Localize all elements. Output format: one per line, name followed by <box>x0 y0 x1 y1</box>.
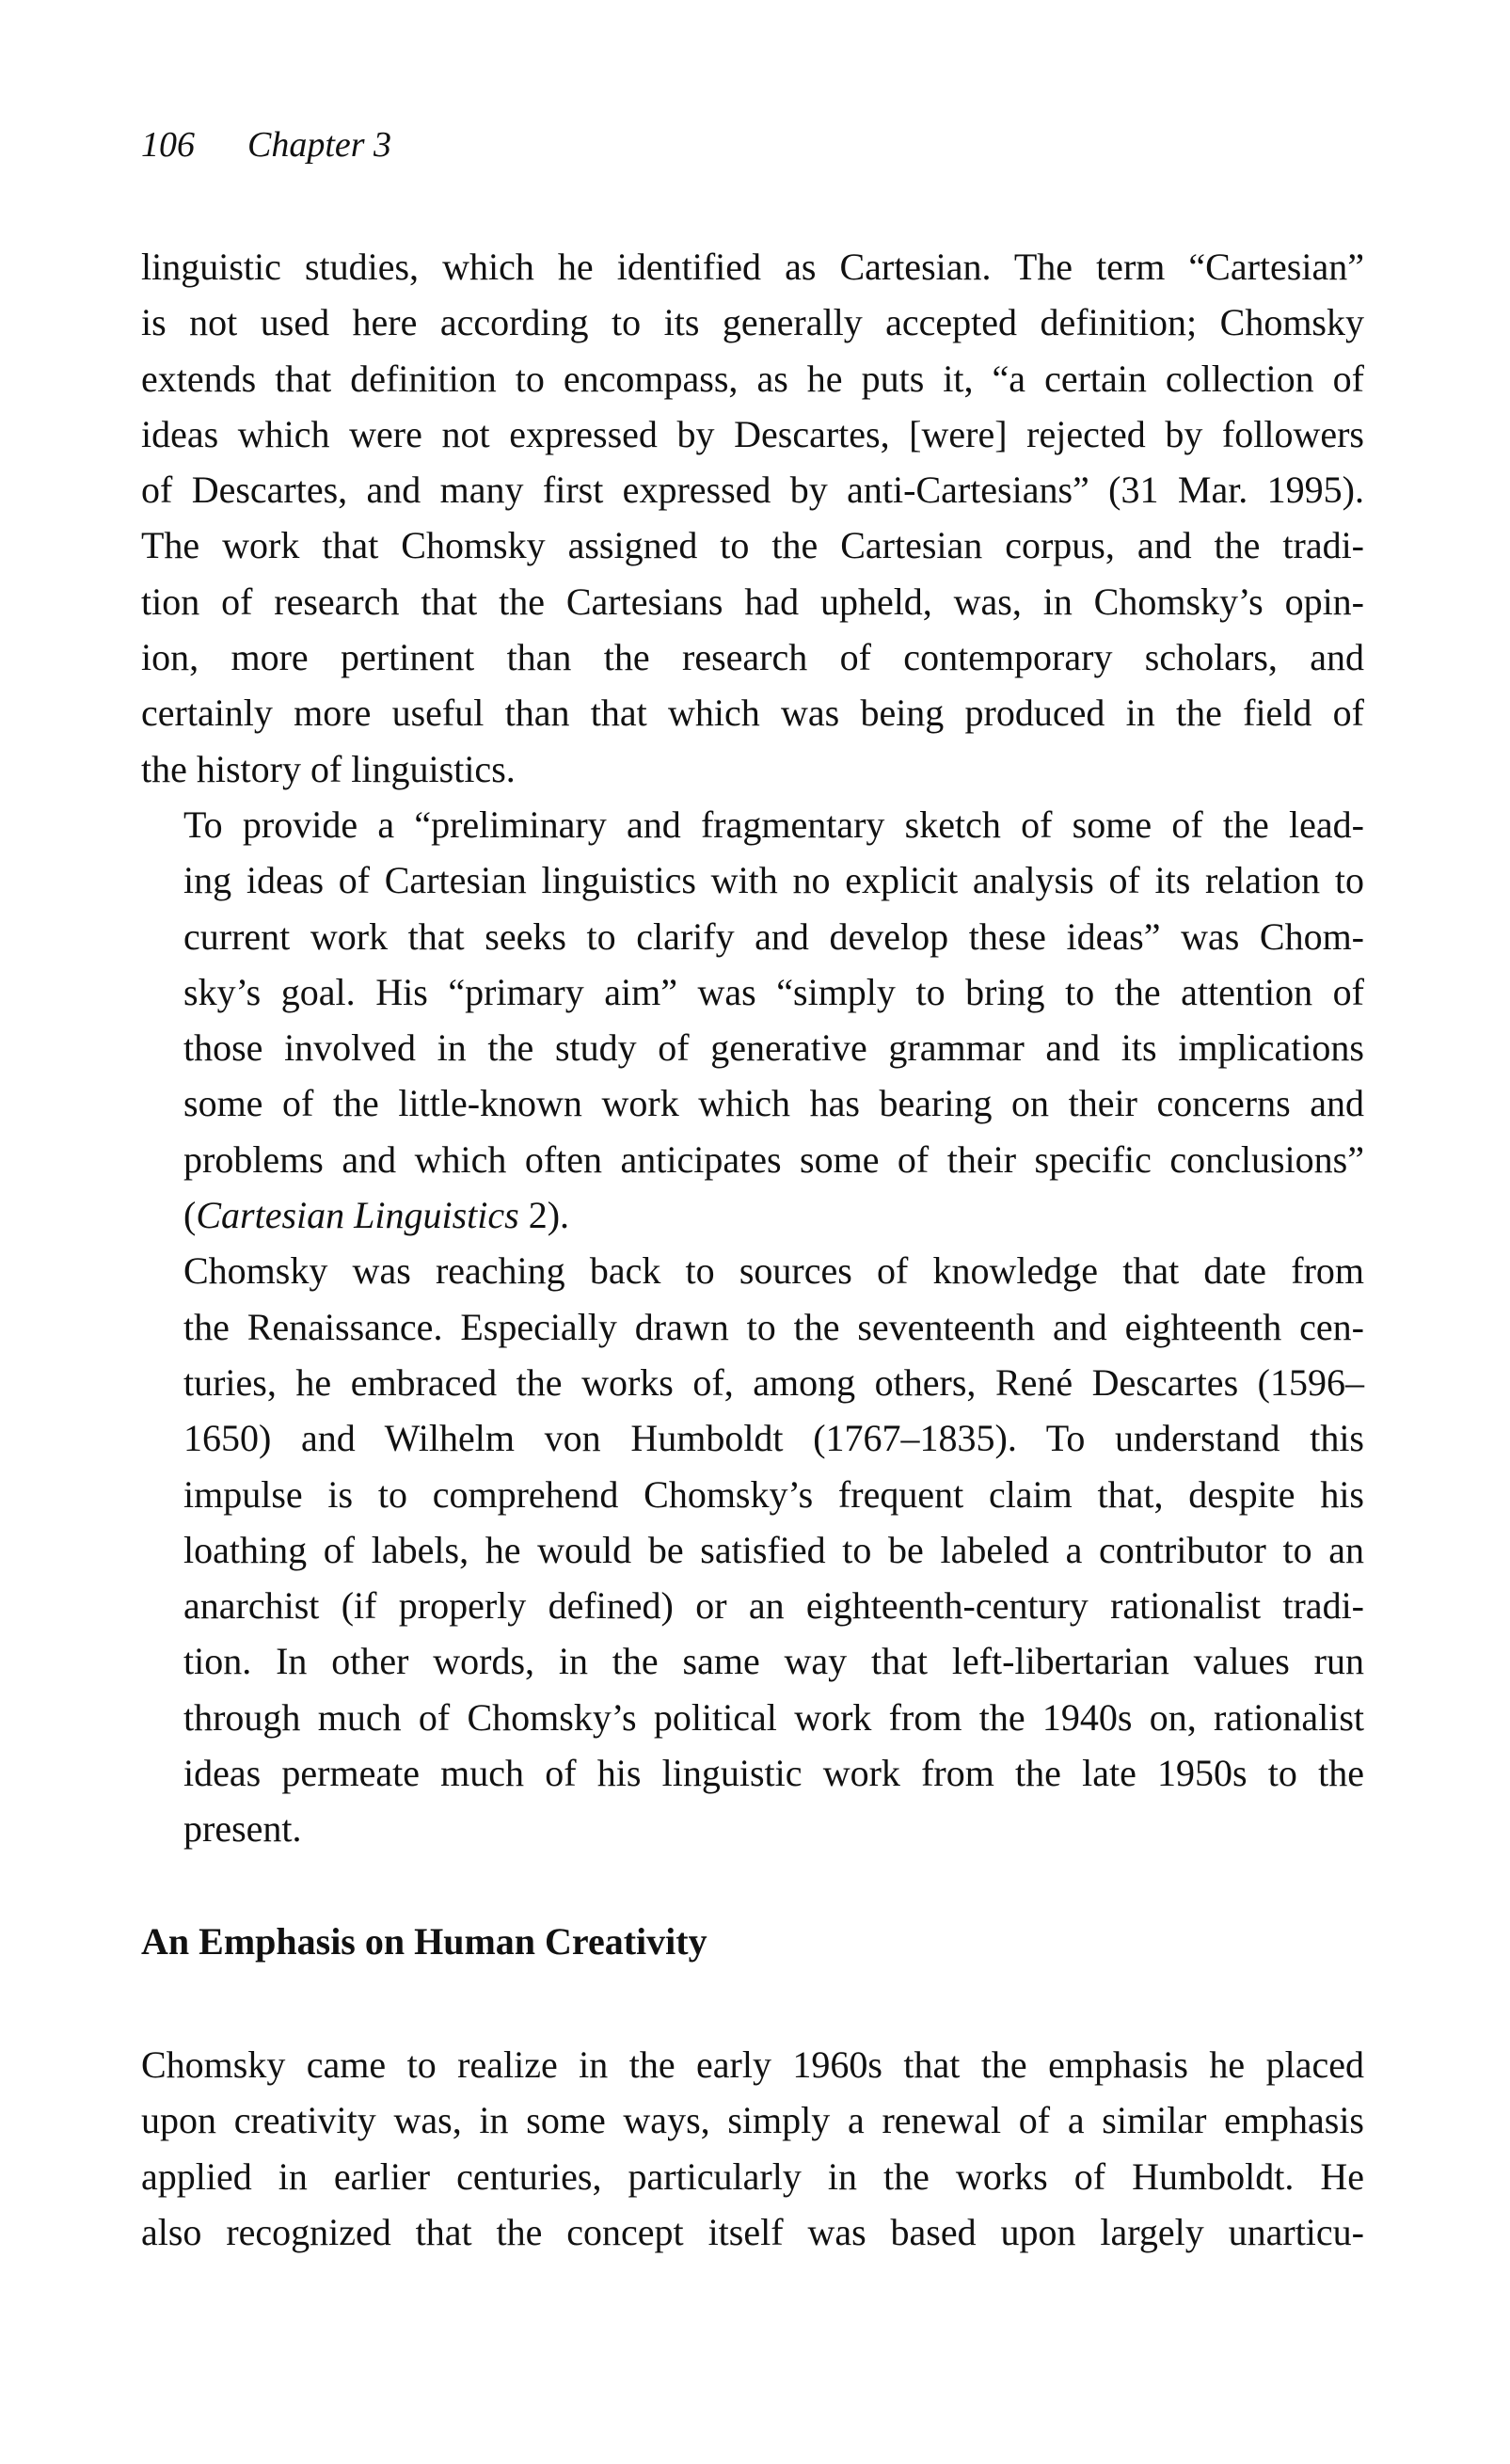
text-line: Chomsky was reaching back to sources of knowledge that date from <box>183 1249 1364 1293</box>
text-line: is not used here according to its generally accepted definition; Chomsky <box>141 301 1364 344</box>
citation-open: ( <box>183 1194 197 1237</box>
text-line: present. <box>183 1807 302 1851</box>
citation-title: Cartesian Linguistics <box>196 1194 519 1237</box>
text-line: certainly more useful than that which was being produced in the field of <box>141 692 1364 735</box>
text-line: applied in earlier centuries, particularly in the works of Humboldt. He <box>141 2154 1364 2198</box>
section-heading: An Emphasis on Human Creativity <box>141 1920 707 1963</box>
text-line: ideas permeate much of his linguistic work from the late 1950s to the <box>183 1752 1364 1795</box>
page-number: 106 <box>141 125 195 165</box>
text-line: tion of research that the Cartesians had upheld, was, in Chomsky’s opin- <box>141 580 1364 623</box>
text-line: the history of linguistics. <box>141 747 516 790</box>
text-line: the Renaissance. Especially drawn to the seventeenth and eighteenth cen- <box>183 1305 1364 1348</box>
text-line: ing ideas of Cartesian linguistics with no explicit analysis of its relation to <box>183 859 1364 902</box>
text-line: loathing of labels, he would be satisfied to be labeled a contributor to an <box>183 1528 1364 1571</box>
text-line: impulse is to comprehend Chomsky’s frequent claim that, despite his <box>183 1472 1364 1516</box>
text-line: through much of Chomsky’s political work from the 1940s on, rationalist <box>183 1695 1364 1739</box>
body-text <box>141 2037 1364 2260</box>
text-line: ion, more pertinent than the research of contemporary scholars, and <box>141 636 1364 679</box>
text-line: problems and which often anticipates some of their specific conclusions” <box>183 1137 1364 1181</box>
text-line: To provide a “preliminary and fragmentary sketch of some of the lead- <box>183 803 1364 846</box>
chapter-title: Chapter 3 <box>247 125 392 165</box>
text-line: linguistic studies, which he identified as Cartesian. The term “Cartesian” <box>141 246 1364 288</box>
text-line: sky’s goal. His “primary aim” was “simply to bring to the attention of <box>183 970 1364 1013</box>
paragraph <box>141 1243 1364 1856</box>
text-line: turies, he embraced the works of, among others, René Descartes (1596– <box>183 1360 1364 1404</box>
text-line: those involved in the study of generative grammar and its implications <box>183 1026 1364 1070</box>
text-line: also recognized that the concept itself was based upon largely unarticu- <box>141 2210 1364 2253</box>
text-line: extends that definition to encompass, as he puts it, “a certain collection of <box>141 357 1364 400</box>
text-line: tion. In other words, in the same way that left-libertarian values run <box>183 1640 1364 1683</box>
paragraph <box>141 797 1364 1243</box>
running-head <box>141 124 391 166</box>
text-line: Chomsky came to realize in the early 1960s that the emphasis he placed <box>141 2043 1364 2086</box>
text-line: The work that Chomsky assigned to the Cartesian corpus, and the tradi- <box>141 524 1364 567</box>
text-line: current work that seeks to clarify and develop these ideas” was Chom- <box>183 914 1364 958</box>
paragraph <box>141 2037 1364 2260</box>
body-text <box>141 239 1364 1857</box>
citation-line <box>141 1187 1364 1243</box>
text-line: of Descartes, and many first expressed by anti-Cartesians” (31 Mar. 1995). <box>141 469 1364 512</box>
text-line: upon creativity was, in some ways, simply a renewal of a similar emphasis <box>141 2099 1364 2142</box>
text-line: 1650) and Wilhelm von Humboldt (1767–1835). To understand this <box>183 1417 1364 1460</box>
text-line: anarchist (if properly defined) or an eighteenth-century rationalist tradi- <box>183 1584 1364 1628</box>
citation-close: 2). <box>518 1194 570 1237</box>
paragraph <box>141 239 1364 797</box>
text-line: some of the little-known work which has bearing on their concerns and <box>183 1082 1364 1125</box>
text-line: ideas which were not expressed by Descartes, [were] rejected by followers <box>141 412 1364 455</box>
